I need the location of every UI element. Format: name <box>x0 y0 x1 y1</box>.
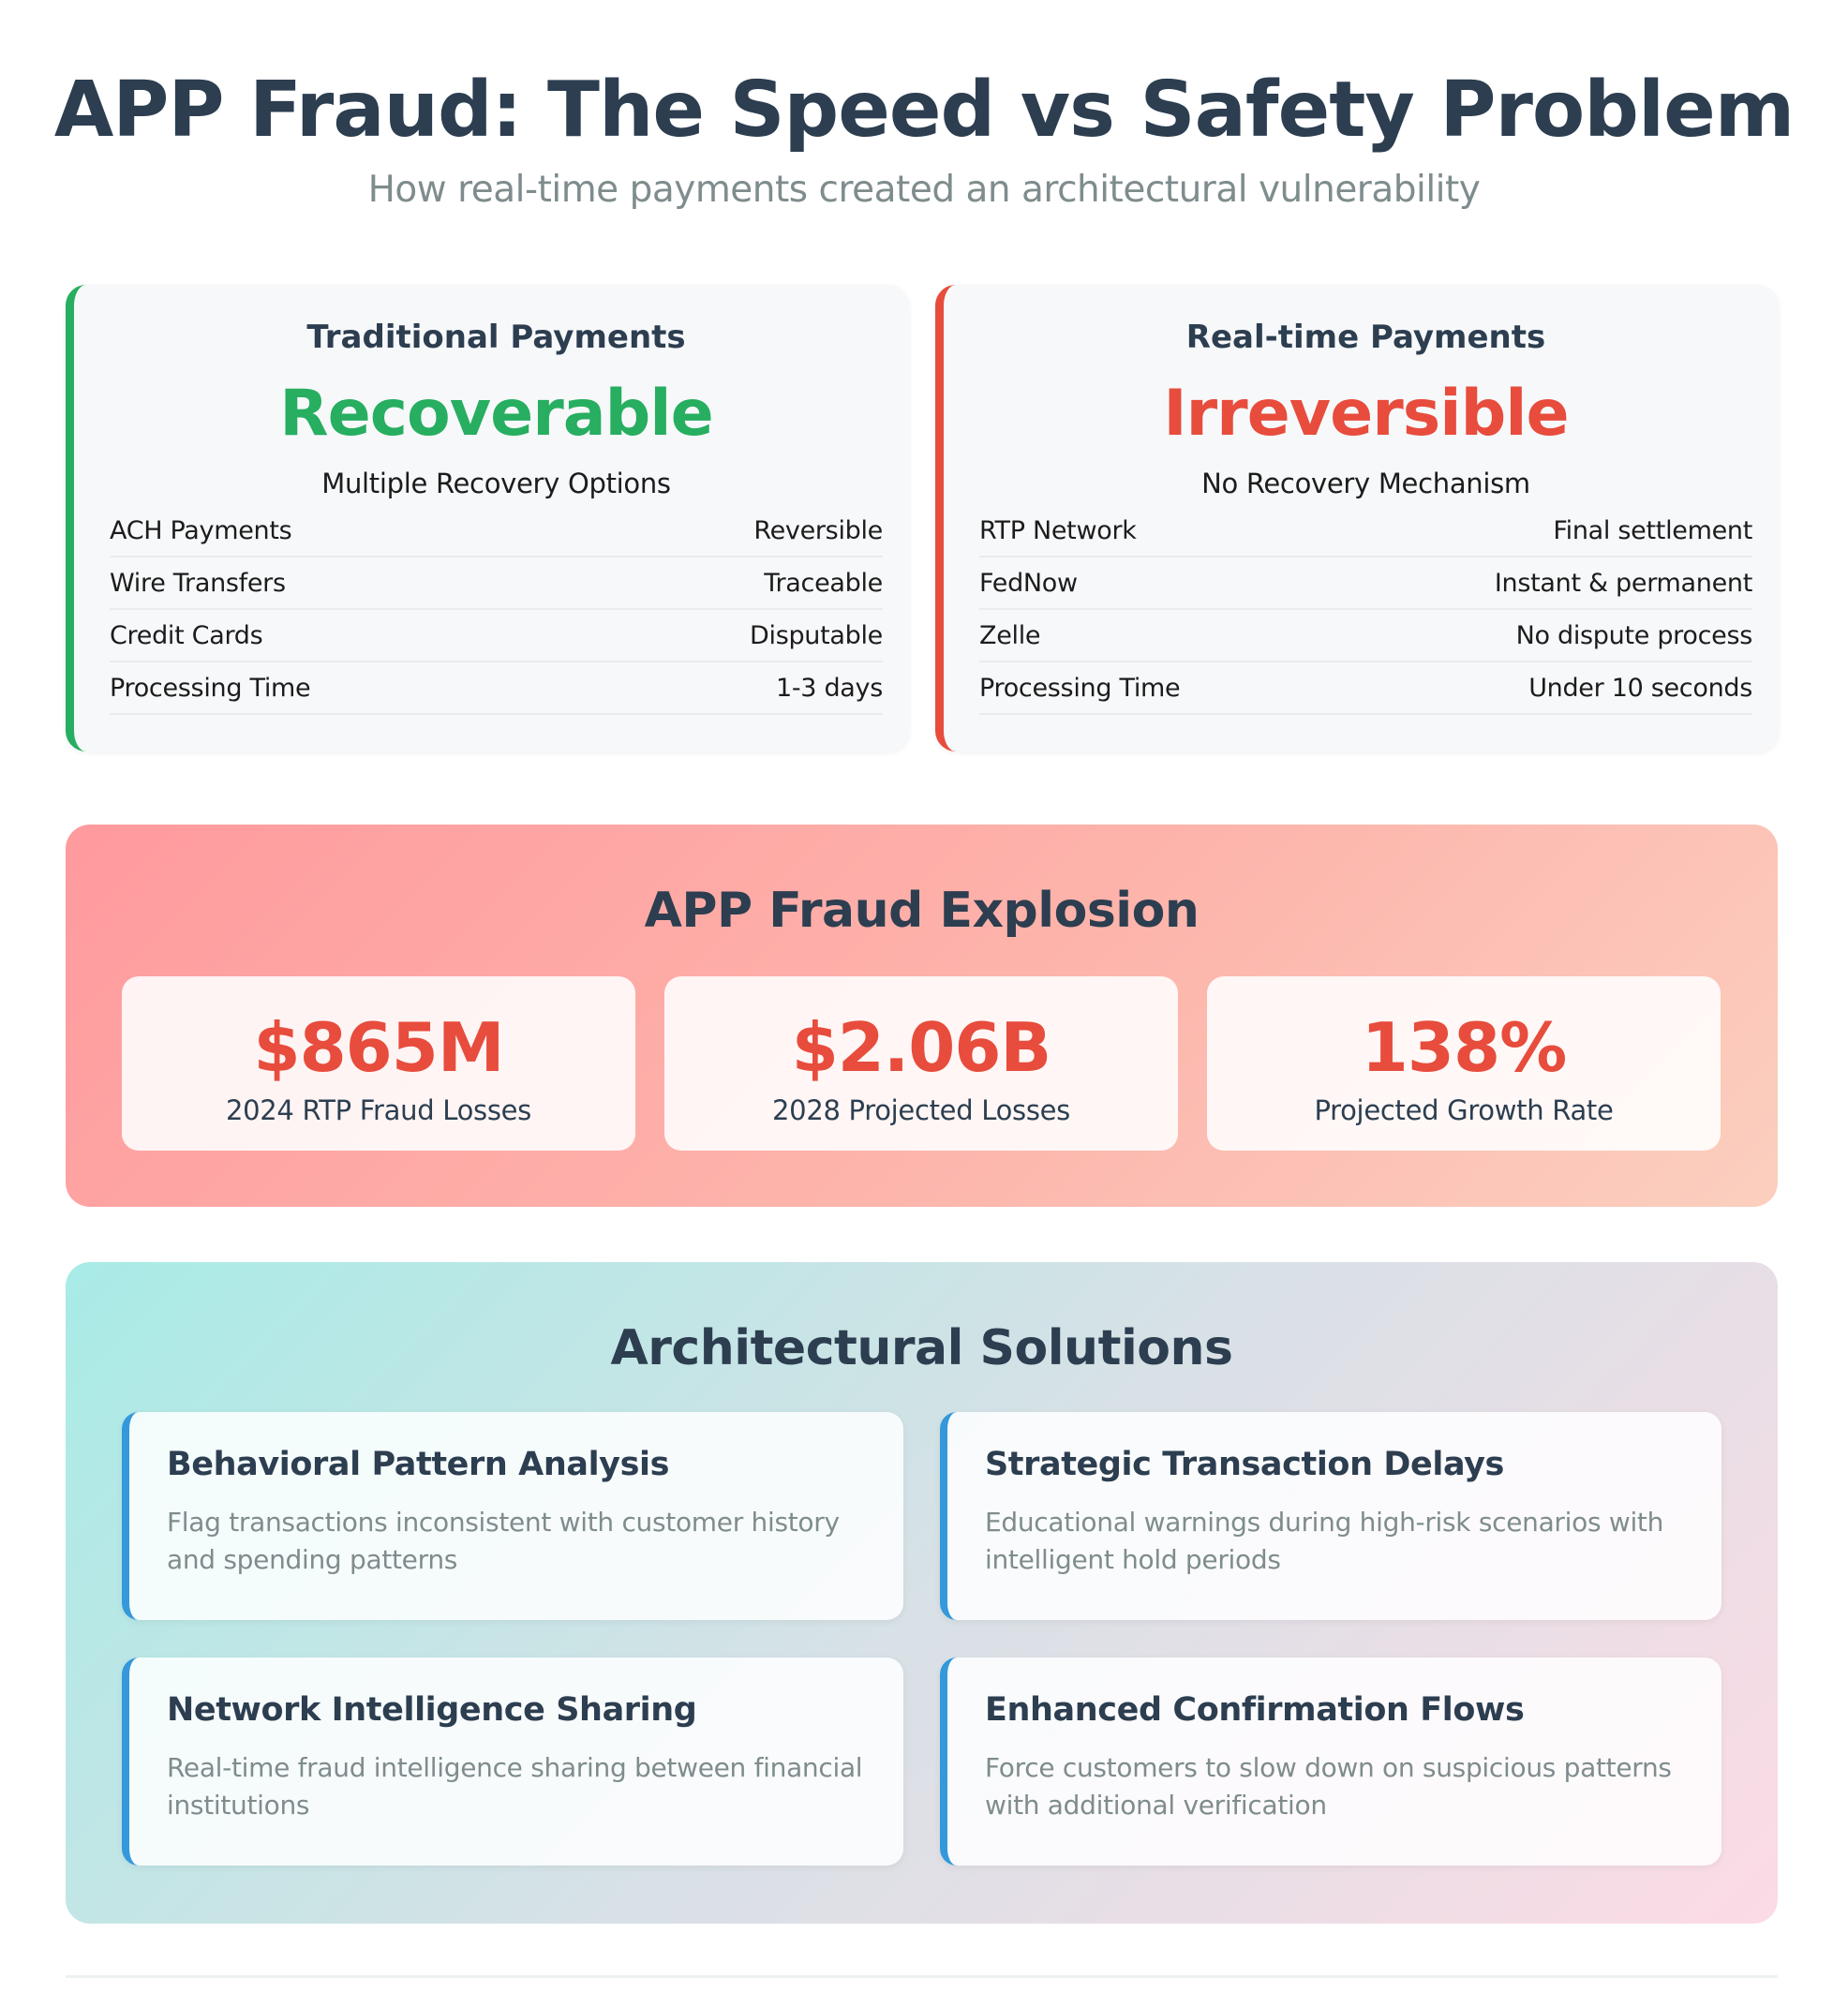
row-label: ACH Payments <box>110 515 292 545</box>
stat-value: $2.06B <box>791 1008 1051 1087</box>
solution-card <box>940 1412 1721 1620</box>
stat-label: Projected Growth Rate <box>1314 1094 1614 1126</box>
row-label: FedNow <box>979 568 1078 598</box>
row-value: 1-3 days <box>775 673 883 703</box>
card-rows <box>979 505 1752 715</box>
row-label: Wire Transfers <box>110 568 286 598</box>
row-label: Processing Time <box>979 673 1181 703</box>
card-status: Irreversible <box>1163 377 1569 451</box>
row-value: Instant & permanent <box>1494 568 1752 598</box>
solution-description: Force customers to slow down on suspicious patterns with additional verification <box>985 1752 1672 1821</box>
card-tagline: No Recovery Mechanism <box>1201 468 1530 499</box>
row-value: Traceable <box>764 568 883 598</box>
row-label: RTP Network <box>979 515 1137 545</box>
row-value: Final settlement <box>1553 515 1752 545</box>
stat-label: 2028 Projected Losses <box>772 1094 1070 1126</box>
stat-box <box>1207 976 1721 1151</box>
card-row <box>979 610 1752 662</box>
section-title: APP Fraud Explosion <box>644 883 1200 939</box>
solution-title: Strategic Transaction Delays <box>985 1446 1504 1483</box>
row-value: Under 10 seconds <box>1528 673 1752 703</box>
fraud-explosion-section <box>66 825 1778 1207</box>
stat-label: 2024 RTP Fraud Losses <box>225 1094 531 1126</box>
row-value: Disputable <box>750 620 883 650</box>
architectural-solutions-section <box>66 1262 1778 1924</box>
stat-value: 138% <box>1361 1008 1567 1087</box>
realtime-payments-card <box>935 285 1779 751</box>
card-row <box>110 662 883 715</box>
solution-title: Network Intelligence Sharing <box>167 1691 697 1729</box>
section-title: Architectural Solutions <box>610 1320 1233 1376</box>
solution-description: Flag transactions inconsistent with customer history and spending patterns <box>167 1507 840 1575</box>
card-row <box>979 505 1752 558</box>
card-status: Recoverable <box>279 377 713 451</box>
solution-card <box>940 1658 1721 1866</box>
stat-box <box>664 976 1178 1151</box>
card-heading: Traditional Payments <box>306 319 686 356</box>
solution-description: Educational warnings during high-risk scenarios with intelligent hold periods <box>985 1507 1664 1575</box>
row-value: No dispute process <box>1515 620 1752 650</box>
solution-card <box>122 1412 903 1620</box>
card-row <box>110 558 883 610</box>
card-row <box>979 662 1752 715</box>
row-label: Credit Cards <box>110 620 263 650</box>
card-heading: Real-time Payments <box>1185 319 1546 356</box>
page-subtitle: How real-time payments created an architectural vulnerability <box>367 169 1481 211</box>
stat-value: $865M <box>253 1008 504 1087</box>
card-tagline: Multiple Recovery Options <box>321 468 671 499</box>
solution-title: Enhanced Confirmation Flows <box>985 1691 1525 1729</box>
bottom-divider <box>66 1975 1778 1978</box>
row-label: Processing Time <box>110 673 311 703</box>
card-rows <box>110 505 883 715</box>
solution-card <box>122 1658 903 1866</box>
solution-title: Behavioral Pattern Analysis <box>167 1446 670 1483</box>
card-row <box>979 558 1752 610</box>
row-label: Zelle <box>979 620 1041 650</box>
stat-box <box>122 976 635 1151</box>
row-value: Reversible <box>753 515 883 545</box>
solution-description: Real-time fraud intelligence sharing between financial institutions <box>167 1752 863 1821</box>
card-row <box>110 610 883 662</box>
page-title: APP Fraud: The Speed vs Safety Problem <box>53 66 1795 155</box>
traditional-payments-card <box>66 285 909 751</box>
card-row <box>110 505 883 558</box>
